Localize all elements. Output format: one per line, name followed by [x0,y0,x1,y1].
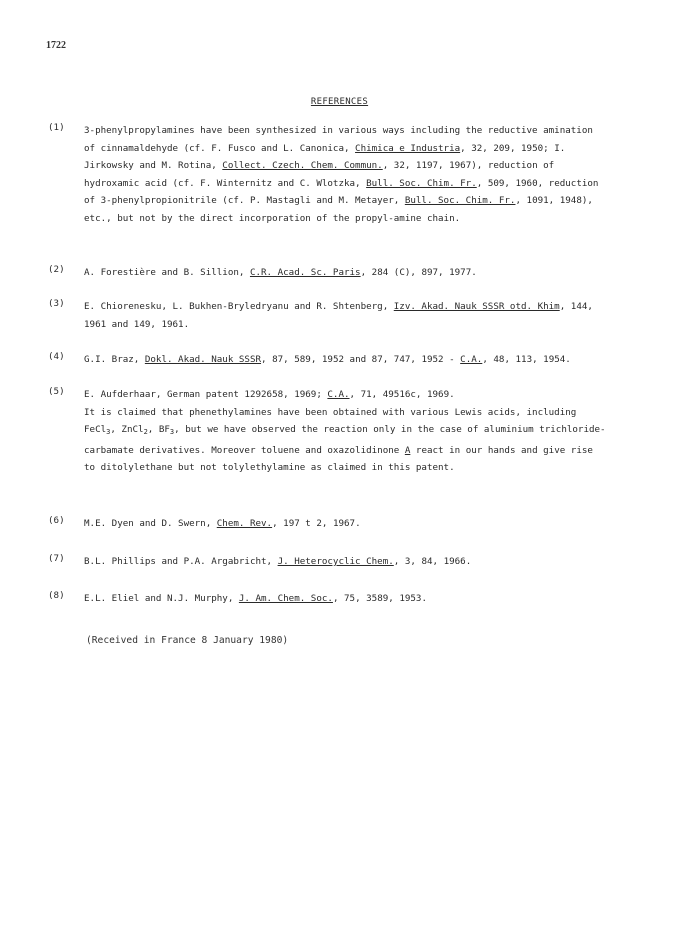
reference-item [48,553,608,571]
reference-text: E. Aufderhaar, German patent 1292658, 1969; C.A., 71, 49516c, 1969. It is claimed that phenethylamines have been obtained with various Lewis acids, including FeCl$_3$, ZnCl$_2$, $BF_3$, but we have observed the reaction only in the case of aluminium trichloride-carbamate derivatives. Moreover toluene and oxazolidinone A react in our hands and give rise to ditolylethane but not tolylethylamine as claimed in this patent. [84,389,606,473]
subscript: 2 [143,428,148,436]
reference-item [48,590,608,608]
journal-title: Dokl. Akad. Nauk SSSR [144,354,262,365]
journal-title: Chem. Rev. [216,518,273,529]
reference-item [48,264,608,282]
journal-title: Izv. Akad. Nauk SSSR otd. Khim [393,301,560,312]
reference-text: M.E. Dyen and D. Swern, Chem. Rev., 197 t 2, 1967. [84,518,361,529]
journal-title: C.A. [460,354,483,365]
subscript: 3 [106,428,111,436]
reference-number: (2) [48,264,65,275]
journal-title: Bull. Soc. Chim. Fr. [366,177,477,189]
reference-item [48,386,608,477]
journal-title: J. Am. Chem. Soc. [238,593,333,604]
page-number: 1722 [46,40,66,51]
reference-number: (5) [48,386,65,397]
journal-title: Chimica e Industria [355,142,461,154]
journal-title: A [404,444,411,456]
reference-number: (4) [48,351,65,362]
reference-item [48,122,608,227]
received-date: (Received in France 8 January 1980) [86,635,289,646]
reference-text: 3-phenylpropylamines have been synthesized in various ways including the reductive amination of cinnamaldehyde (cf. F. Fusco and L. Canonica, Chimica e Industria, 32, 209, 1950; I. Jirkowsky and M. Rotina, Collect. Czech. Chem. Commun., 32, 1197, 1967), reduction of hydroxamic acid (cf. F. Winternitz and C. Wlotzka, Bull. Soc. Chim. Fr., 509, 1960, reduction of 3-phenylpropionitrile (cf. P. Mastagli and M. Metayer, Bull. Soc. Chim. Fr., 1091, 1948), etc., but not by the direct incorporation of the propyl-amine chain. [84,125,599,224]
reference-text: A. Forestière and B. Sillion, C.R. Acad. Sc. Paris, 284 (C), 897, 1977. [84,267,477,278]
reference-item [48,298,608,333]
reference-text: G.I. Braz, Dokl. Akad. Nauk SSSR, 87, 589, 1952 and 87, 747, 1952 - C.A., 48, 113, 1954. [84,354,571,365]
reference-text: B.L. Phillips and P.A. Argabricht, J. Heterocyclic Chem., 3, 84, 1966. [84,556,472,567]
reference-number: (1) [48,122,65,133]
reference-item [48,515,608,533]
reference-number: (3) [48,298,65,309]
journal-title: C.R. Acad. Sc. Paris [249,267,361,278]
subscript: 3 [169,428,175,436]
reference-text: E. Chiorenesku, L. Bukhen-Bryledryanu and R. Shtenberg, Izv. Akad. Nauk SSSR otd. Khim, 144, 1961 and 149, 1961. [84,301,593,330]
journal-title: Collect. Czech. Chem. Commun. [222,160,383,171]
reference-number: (6) [48,515,65,526]
reference-number: (8) [48,590,65,601]
journal-title: J. Heterocyclic Chem. [277,556,394,567]
journal-title: Bull. Soc. Chim. Fr. [404,195,516,206]
references-heading: REFERENCES [310,97,369,107]
journal-title: C.A. [327,389,350,400]
reference-number: (7) [48,553,65,564]
reference-text: E.L. Eliel and N.J. Murphy, J. Am. Chem. Soc., 75, 3589, 1953. [84,593,427,604]
reference-item [48,351,608,369]
